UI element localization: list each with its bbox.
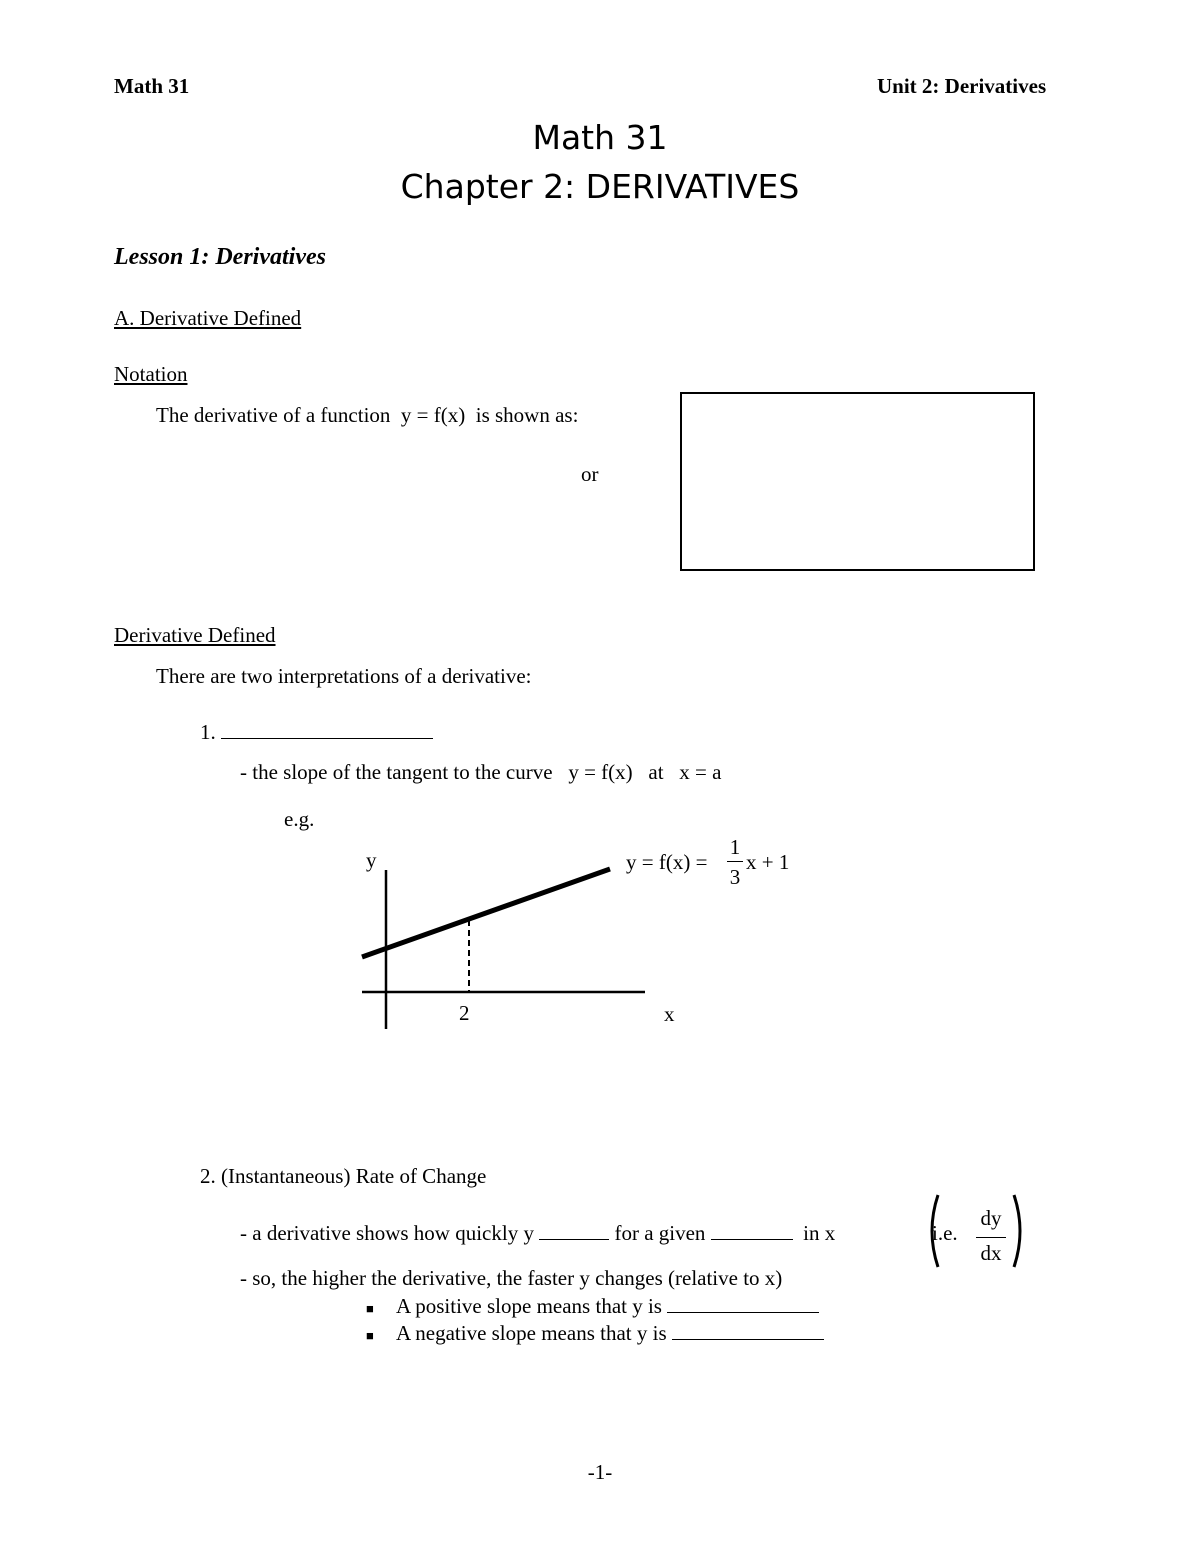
header-unit: Unit 2: Derivatives <box>877 74 1047 98</box>
function-line <box>362 869 610 957</box>
dy-numerator: dy <box>980 1206 1002 1230</box>
higher-derivative-text: - so, the higher the derivative, the faster y changes (relative to x) <box>240 1266 783 1290</box>
derivative-defined-label: Derivative Defined <box>114 623 276 647</box>
bullet-icon: ■ <box>366 1301 374 1316</box>
curve-notation: y = f(x) <box>568 760 633 784</box>
fraction-numerator: 1 <box>729 835 741 859</box>
item1-number: 1. <box>200 720 216 744</box>
chapter-title: Chapter 2: DERIVATIVES <box>400 167 800 206</box>
rate-text-c: in x <box>803 1221 836 1245</box>
page-number: -1- <box>587 1460 613 1484</box>
notation-sentence <box>156 403 578 428</box>
function-equation-left: y = f(x) = <box>626 850 708 874</box>
item1-line <box>200 720 433 745</box>
y-axis-label: y <box>366 848 377 872</box>
slope-description <box>240 760 721 785</box>
interpretations-intro: There are two interpretations of a derivative: <box>156 664 532 688</box>
ie-label: i.e. <box>932 1221 958 1245</box>
rate-blank-1 <box>539 1221 609 1240</box>
rate-blank-2 <box>711 1221 793 1240</box>
negative-blank <box>672 1321 824 1340</box>
bullet-positive <box>366 1294 819 1319</box>
dydx-bar <box>976 1237 1006 1238</box>
bullet-icon: ■ <box>366 1328 374 1343</box>
positive-slope-text: A positive slope means that y is <box>396 1294 662 1318</box>
at-text: at <box>648 760 664 784</box>
page-title: Math 31 <box>532 118 668 157</box>
lesson-heading: Lesson 1: Derivatives <box>114 244 326 270</box>
or-text: or <box>581 462 599 486</box>
item1-blank <box>221 720 433 739</box>
x-equals-a: x = a <box>679 760 722 784</box>
notation-text-after: is shown as: <box>475 403 579 427</box>
rate-text-b: for a given <box>614 1221 706 1245</box>
bullet-negative <box>366 1321 824 1346</box>
function-notation: y = f(x) <box>400 403 466 427</box>
item2-title: 2. (Instantaneous) Rate of Change <box>200 1164 487 1188</box>
notation-text: The derivative of a function <box>156 403 391 427</box>
function-equation-right: x + 1 <box>746 850 790 874</box>
positive-blank <box>667 1294 819 1313</box>
eg-label: e.g. <box>284 807 315 831</box>
section-a-heading: A. Derivative Defined <box>114 306 302 330</box>
notation-answer-box <box>680 392 1035 571</box>
dx-denominator: dx <box>980 1241 1002 1265</box>
fraction-bar <box>727 861 743 862</box>
slope-text: - the slope of the tangent to the curve <box>240 760 553 784</box>
right-paren <box>1014 1195 1020 1267</box>
x-axis-label: x <box>664 1002 675 1026</box>
notation-label: Notation <box>114 362 188 386</box>
rate-description <box>240 1221 835 1246</box>
header-course: Math 31 <box>114 74 190 98</box>
tick-label: 2 <box>459 1001 470 1025</box>
rate-text-a: - a derivative shows how quickly y <box>240 1221 534 1245</box>
fraction-denominator: 3 <box>729 865 741 889</box>
negative-slope-text: A negative slope means that y is <box>396 1321 667 1345</box>
